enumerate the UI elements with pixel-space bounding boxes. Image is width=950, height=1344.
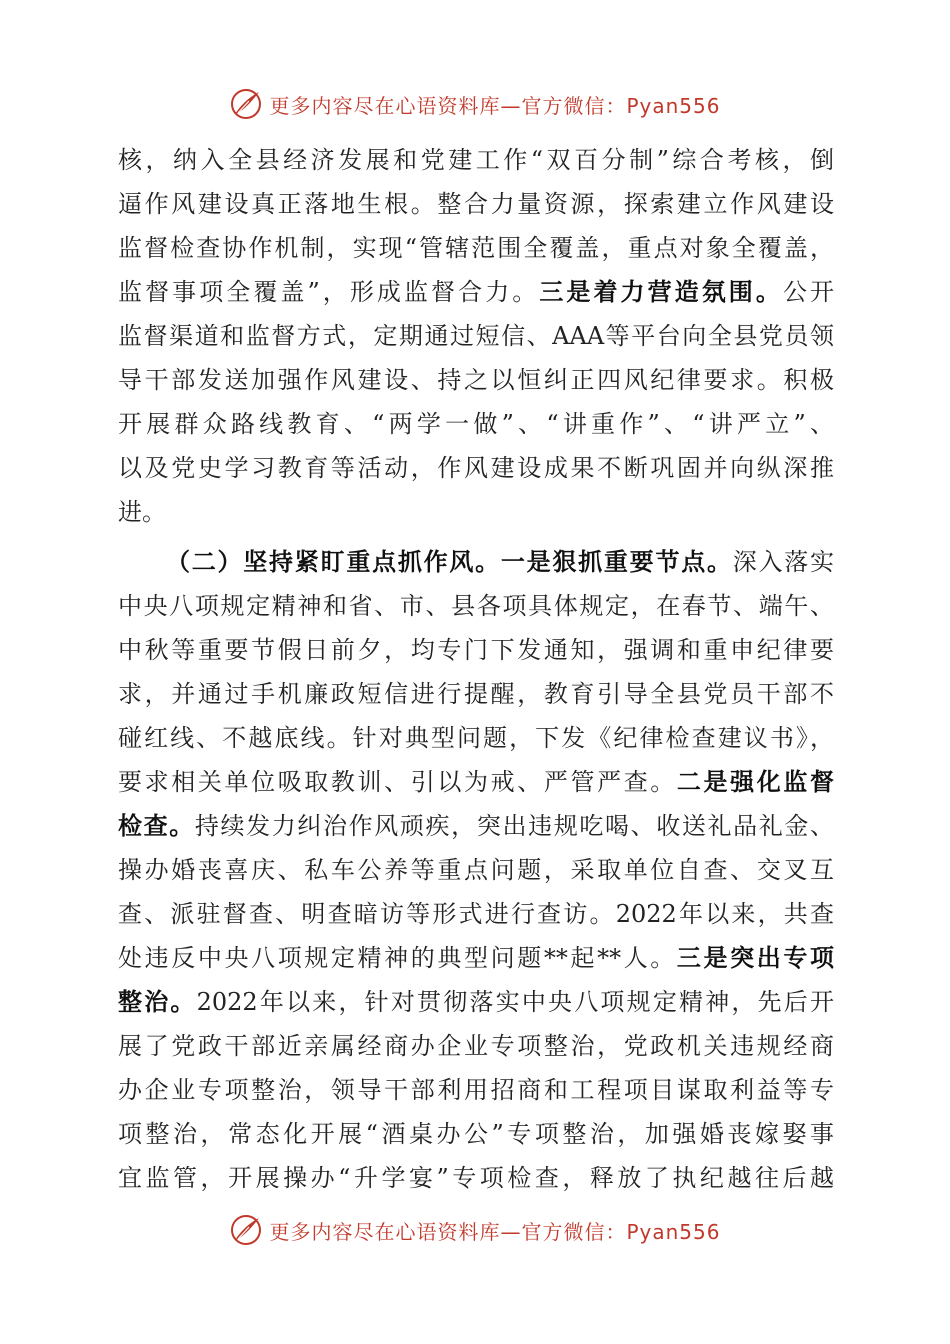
text-line: 逼作风建设真正落地生根。整合力量资源，探索建立作风建设 (118, 190, 834, 218)
text-line: 监督检查协作机制，实现“管辖范围全覆盖，重点对象全覆盖， (118, 234, 834, 262)
text-line (118, 936, 834, 980)
bold-heading-run: 三是突出专项 (676, 943, 834, 972)
text-line: 以及党史学习教育等活动，作风建设成果不断巩固并向纵深推 (118, 454, 834, 482)
text-line: 操办婚丧喜庆、私车公养等重点问题，采取单位自查、交叉互 (118, 856, 834, 884)
quill-pen-logo-icon (229, 87, 263, 121)
text-run: 2022年以来，针对贯彻落实中央八项规定精神，先后开 (196, 988, 834, 1016)
text-line: 进。 (118, 498, 166, 526)
text-run: 处违反中央八项规定精神的典型问题**起**人。 (118, 944, 677, 972)
header-banner-text: 更多内容尽在心语资料库—官方微信：Pyan556 (269, 93, 721, 118)
document-body (118, 138, 834, 1200)
bold-heading-run: 整治。 (118, 987, 197, 1016)
text-run: 要求相关单位吸取教训、引以为戒、严管严查。 (118, 768, 677, 796)
bold-heading-run: 检查。 (118, 811, 195, 840)
text-line: 中央八项规定精神和省、市、县各项具体规定，在春节、端午、 (118, 592, 834, 620)
text-line: 展了党政干部近亲属经商办企业专项整治，党政机关违规经商 (118, 1032, 834, 1060)
text-line: 开展群众路线教育、“两学一做”、“讲重作”、“讲严立”、 (118, 410, 834, 438)
text-line (118, 540, 834, 584)
text-line: 求，并通过手机廉政短信进行提醒，教育引导全县党员干部不 (118, 680, 834, 708)
text-line: 导干部发送加强作风建设、持之以恒纠正四风纪律要求。积极 (118, 366, 834, 394)
text-run: 深入落实 (732, 548, 834, 576)
text-line (118, 760, 834, 804)
text-line (118, 804, 834, 848)
text-run: 持续发力纠治作风顽疾，突出违规吃喝、收送礼品礼金、 (194, 812, 834, 840)
text-line (118, 270, 834, 314)
bold-heading-run: 三是着力营造氛围。 (539, 277, 783, 306)
text-line (118, 980, 834, 1024)
header-banner (0, 84, 950, 124)
text-line: 查、派驻督查、明查暗访等形式进行查访。2022年以来，共查 (118, 900, 834, 928)
text-line: 监督渠道和监督方式，定期通过短信、AAA等平台向全县党员领 (118, 322, 834, 350)
paragraph (118, 540, 834, 1200)
quill-pen-logo-icon (229, 1213, 263, 1247)
paragraph (118, 138, 834, 534)
footer-banner-text: 更多内容尽在心语资料库—官方微信：Pyan556 (269, 1219, 721, 1244)
text-run: 监督事项全覆盖”，形成监督合力。 (118, 278, 540, 306)
text-line: 中秋等重要节假日前夕，均专门下发通知，强调和重申纪律要 (118, 636, 834, 664)
text-line: 宜监管，开展操办“升学宴”专项检查，释放了执纪越往后越 (118, 1164, 834, 1192)
section-heading: （二）坚持紧盯重点抓作风。一是狠抓重要节点。 (166, 547, 733, 576)
bold-heading-run: 二是强化监督 (676, 767, 834, 796)
text-line: 核，纳入全县经济发展和党建工作“双百分制”综合考核，倒 (118, 146, 834, 174)
text-run: 公开 (782, 278, 834, 306)
footer-banner (0, 1210, 950, 1250)
text-line: 办企业专项整治，领导干部利用招商和工程项目谋取利益等专 (118, 1076, 834, 1104)
text-line: 项整治，常态化开展“酒桌办公”专项整治，加强婚丧嫁娶事 (118, 1120, 834, 1148)
text-line: 碰红线、不越底线。针对典型问题，下发《纪律检查建议书》， (118, 724, 834, 752)
